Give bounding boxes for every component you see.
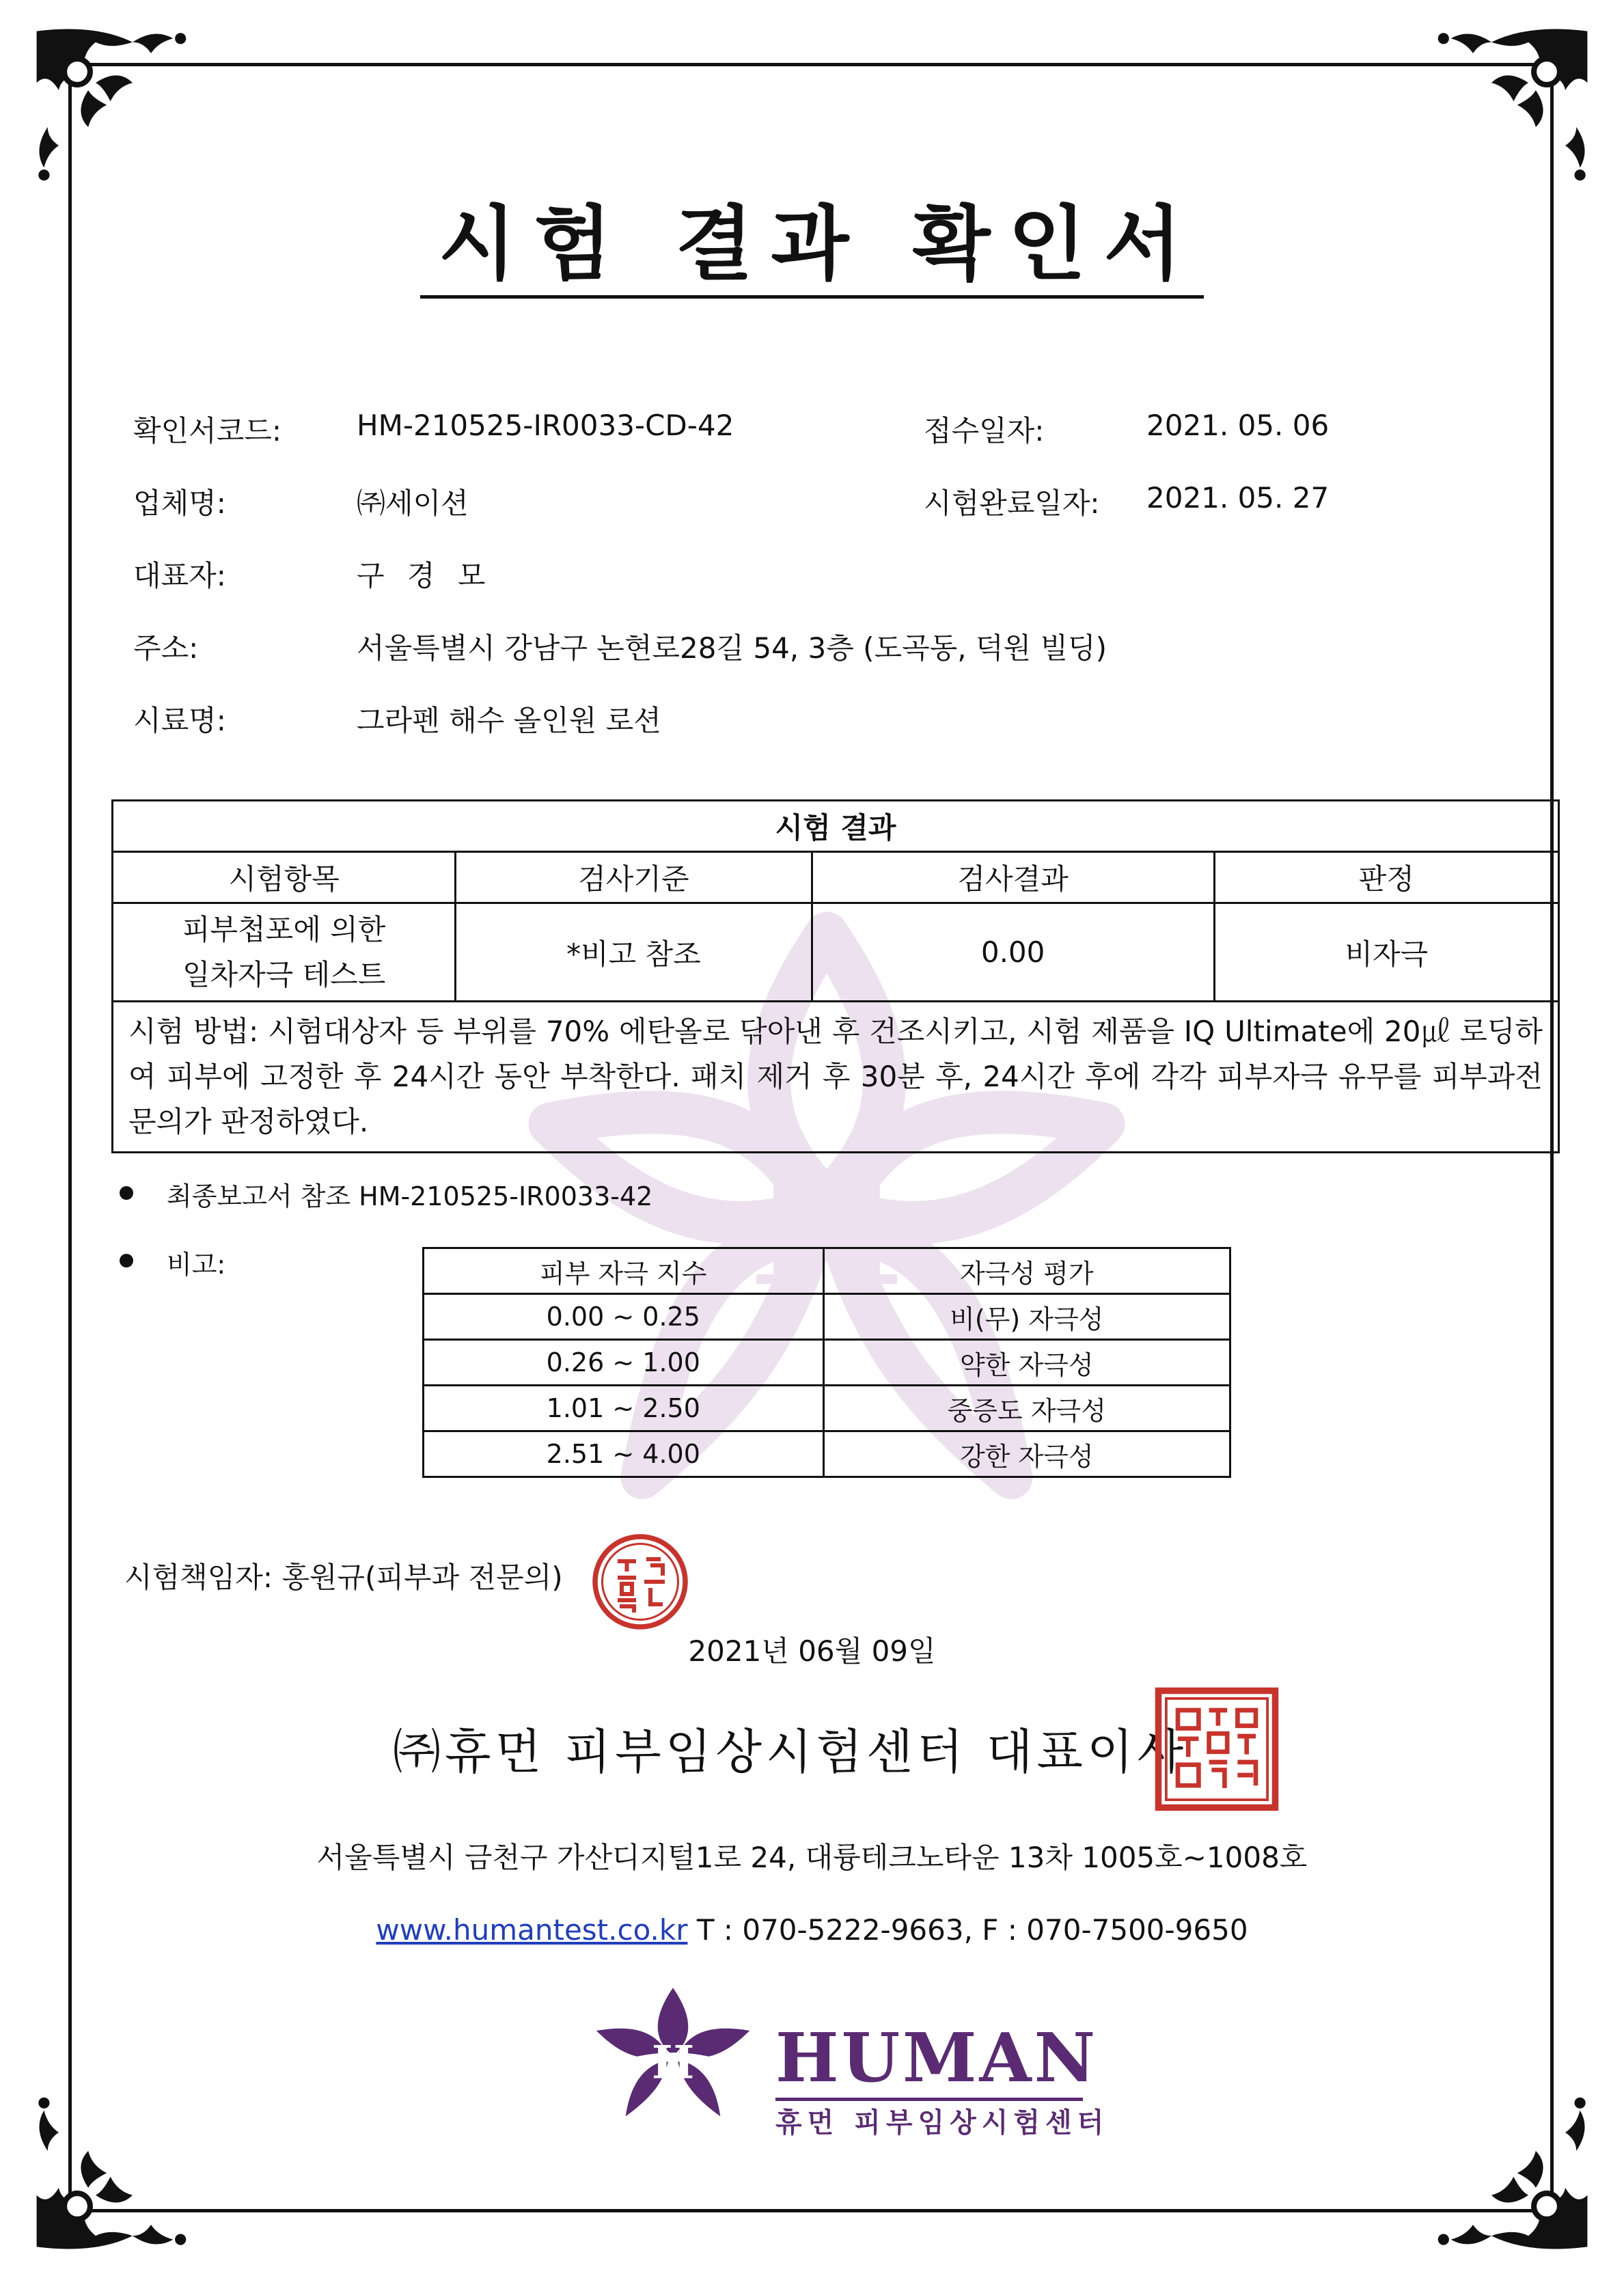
code-label: 확인서코드: <box>133 414 282 448</box>
report-reference: 최종보고서 참조 HM-210525-IR0033-42 <box>167 1181 653 1211</box>
scale-row <box>424 1431 1230 1477</box>
scale-range: 1.01 ~ 2.50 <box>424 1386 824 1431</box>
method-row <box>113 1002 1559 1153</box>
logo-subtitle: 휴먼 피부임상시험센터 <box>775 2107 1110 2139</box>
rep-label: 대표자: <box>133 559 226 592</box>
column-header: 자극성 평가 <box>823 1248 1230 1294</box>
received-label: 접수일자: <box>924 414 1045 448</box>
company-label: 업체명: <box>133 486 226 520</box>
results-table <box>111 799 1560 1153</box>
judgement-cell: 비자극 <box>1214 903 1558 1002</box>
issue-date: 2021년 06월 09일 <box>688 1634 936 1668</box>
logo-mark-letter: H <box>651 2035 695 2089</box>
issuer-address: 서울특별시 금천구 가산디지털1로 24, 대륭테크노타운 13차 1005호~1008호 <box>316 1841 1308 1874</box>
issuer-name: ㈜휴먼 피부임상시험센터 대표이사 <box>393 1724 1188 1780</box>
bullet-icon <box>120 1186 133 1200</box>
scale-header-row <box>424 1248 1230 1294</box>
column-header: 시험항목 <box>113 852 456 903</box>
scale-range: 0.26 ~ 1.00 <box>424 1340 824 1386</box>
column-header: 검사결과 <box>812 852 1214 903</box>
corner-ornament-top-right <box>1418 16 1602 201</box>
rep-value: 구 경 모 <box>357 559 493 592</box>
round-seal-icon <box>589 1531 691 1633</box>
criteria-cell: *비고 참조 <box>456 903 812 1002</box>
phone-fax: T : 070-5222-9663, F : 070-7500-9650 <box>687 1913 1248 1947</box>
company-value: ㈜세이션 <box>357 486 469 520</box>
test-item-line: 피부첩포에 의한 <box>182 912 386 946</box>
results-heading: 시험 결과 <box>113 801 1559 852</box>
address-value: 서울특별시 강남구 논현로28길 54, 3층 (도곡동, 덕원 빌딩) <box>357 631 1107 665</box>
scale-range: 0.00 ~ 0.25 <box>424 1294 824 1340</box>
website-link[interactable]: www.humantest.co.kr <box>376 1913 688 1947</box>
sample-label: 시료명: <box>133 704 226 737</box>
test-item-line: 일차자극 테스트 <box>182 957 386 991</box>
scale-row <box>424 1340 1230 1386</box>
human-flower-logo-icon <box>560 1985 786 2122</box>
results-column-row <box>113 852 1559 903</box>
completed-label: 시험완료일자: <box>924 486 1100 520</box>
scale-rating: 비(무) 자극성 <box>823 1294 1230 1340</box>
test-item-cell <box>113 903 456 1002</box>
remarks-label: 비고: <box>167 1250 226 1280</box>
square-seal-icon <box>1152 1684 1282 1814</box>
contact-line <box>0 1913 1624 1947</box>
corner-ornament-top-left <box>22 16 206 201</box>
corner-ornament-bottom-right <box>1418 2077 1602 2262</box>
address-label: 주소: <box>133 631 199 665</box>
result-cell: 0.00 <box>812 903 1214 1002</box>
results-heading-row <box>113 801 1559 852</box>
scale-row <box>424 1386 1230 1431</box>
method-text: 시험 방법: 시험대상자 등 부위를 70% 에탄올로 닦아낸 후 건조시키고, 시험 제품을 IQ Ultimate에 20㎕ 로딩하여 피부에 고정한 후 24시간 동안 부착한다. 패치 제거 후 30분 후, 24시간 후에 각각 피부자극 유무를 피부과전문의가 판정하였다. <box>113 1002 1559 1153</box>
document-title <box>0 179 1624 295</box>
scale-rating: 약한 자극성 <box>823 1340 1230 1386</box>
column-header: 판정 <box>1214 852 1558 903</box>
scale-rating: 강한 자극성 <box>823 1431 1230 1477</box>
scale-rating: 중증도 자극성 <box>823 1386 1230 1431</box>
column-header: 검사기준 <box>456 852 812 903</box>
column-header: 피부 자극 지수 <box>424 1248 824 1294</box>
results-data-row <box>113 903 1559 1002</box>
sample-value: 그라펜 해수 올인원 로션 <box>357 704 661 737</box>
svg-text:H: H <box>746 1112 907 1328</box>
logo-brand: HUMAN <box>775 2019 1099 2098</box>
bullet-icon <box>120 1254 133 1267</box>
completed-value: 2021. 05. 27 <box>1146 481 1330 514</box>
responsible-person: 시험책임자: 홍원규(피부과 전문의) <box>124 1561 563 1594</box>
received-value: 2021. 05. 06 <box>1146 409 1330 442</box>
scale-row <box>424 1294 1230 1340</box>
code-value: HM-210525-IR0033-CD-42 <box>357 409 734 442</box>
document-title-text: 시험 결과 확인서 <box>420 197 1203 299</box>
scale-range: 2.51 ~ 4.00 <box>424 1431 824 1477</box>
irritation-scale-table <box>422 1247 1231 1478</box>
corner-ornament-bottom-left <box>22 2077 206 2262</box>
